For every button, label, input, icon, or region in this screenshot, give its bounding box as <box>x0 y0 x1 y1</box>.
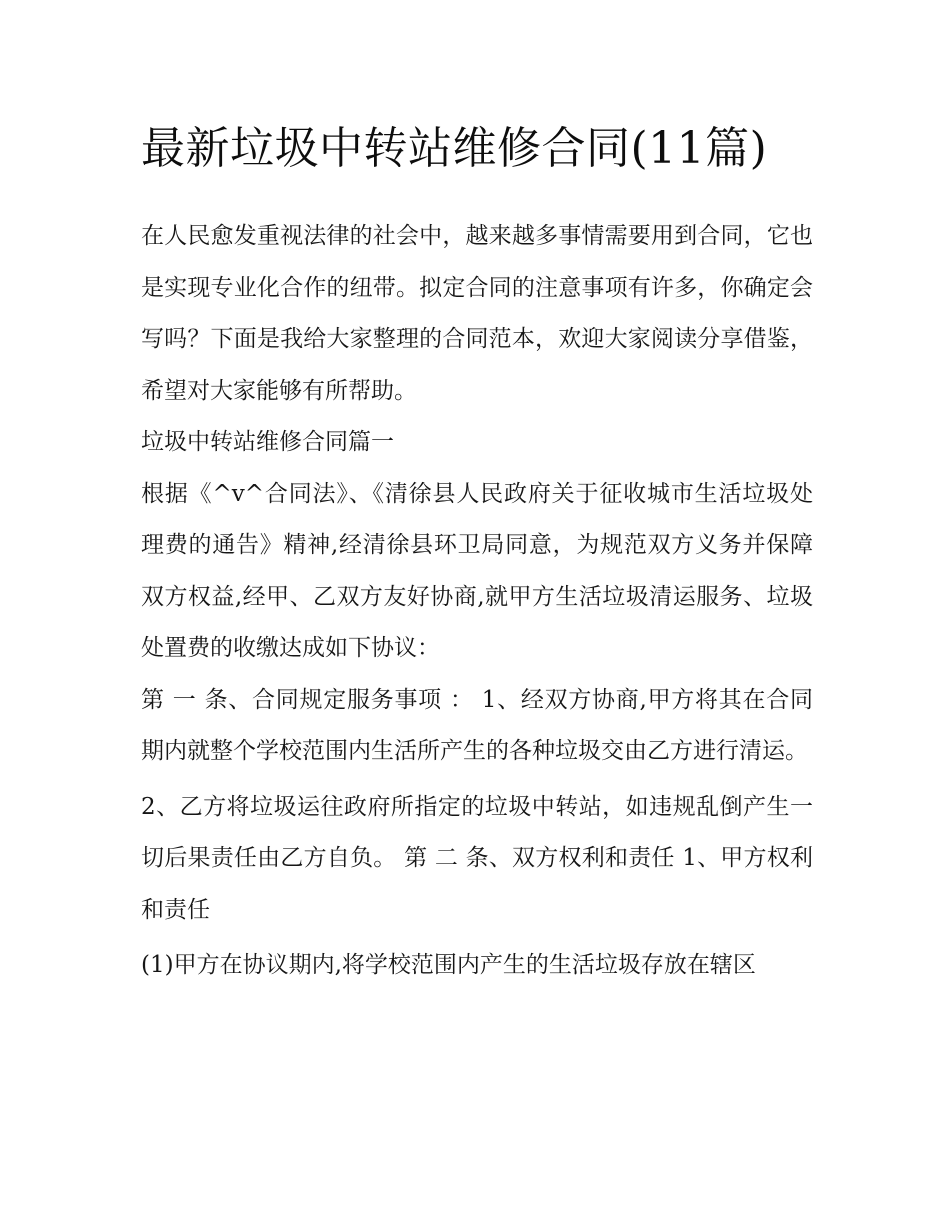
body-paragraph-2: 第 一 条、合同规定服务事项 ： 1、经双方协商,甲方将其在合同期内就整个学校范围内生活所产生的各种垃圾交由乙方进行清运。 <box>141 686 813 764</box>
body-paragraph-4: (1)甲方在协议期内,将学校范围内产生的生活垃圾存放在辖区 <box>141 952 756 978</box>
document-body <box>141 110 813 992</box>
document-title: 最新垃圾中转站维修合同(11篇) <box>141 123 768 174</box>
section-heading: 垃圾中转站维修合同篇一 <box>141 429 394 455</box>
body-paragraph-3: 2、乙方将垃圾运往政府所指定的垃圾中转站，如违规乱倒产生一切后果责任由乙方自负。 第 二 条、双方权利和责任 1、甲方权利和责任 <box>141 793 813 923</box>
intro-paragraph: 在人民愈发重视法律的社会中，越来越多事情需要用到合同，它也是实现专业化合作的纽带。拟定合同的注意事项有许多，你确定会写吗？下面是我给大家整理的合同范本，欢迎大家阅读分享借鉴，希望对大家能够有所帮助。 <box>141 223 813 404</box>
body-paragraph-1: 根据《^v^合同法》、《清徐县人民政府关于征收城市生活垃圾处理费的通告》精神,经清徐县环卫局同意，为规范双方义务并保障双方权益,经甲、乙双方友好协商,就甲方生活垃圾清运服务、垃圾处置费的收缴达成如下协议： <box>141 480 813 661</box>
